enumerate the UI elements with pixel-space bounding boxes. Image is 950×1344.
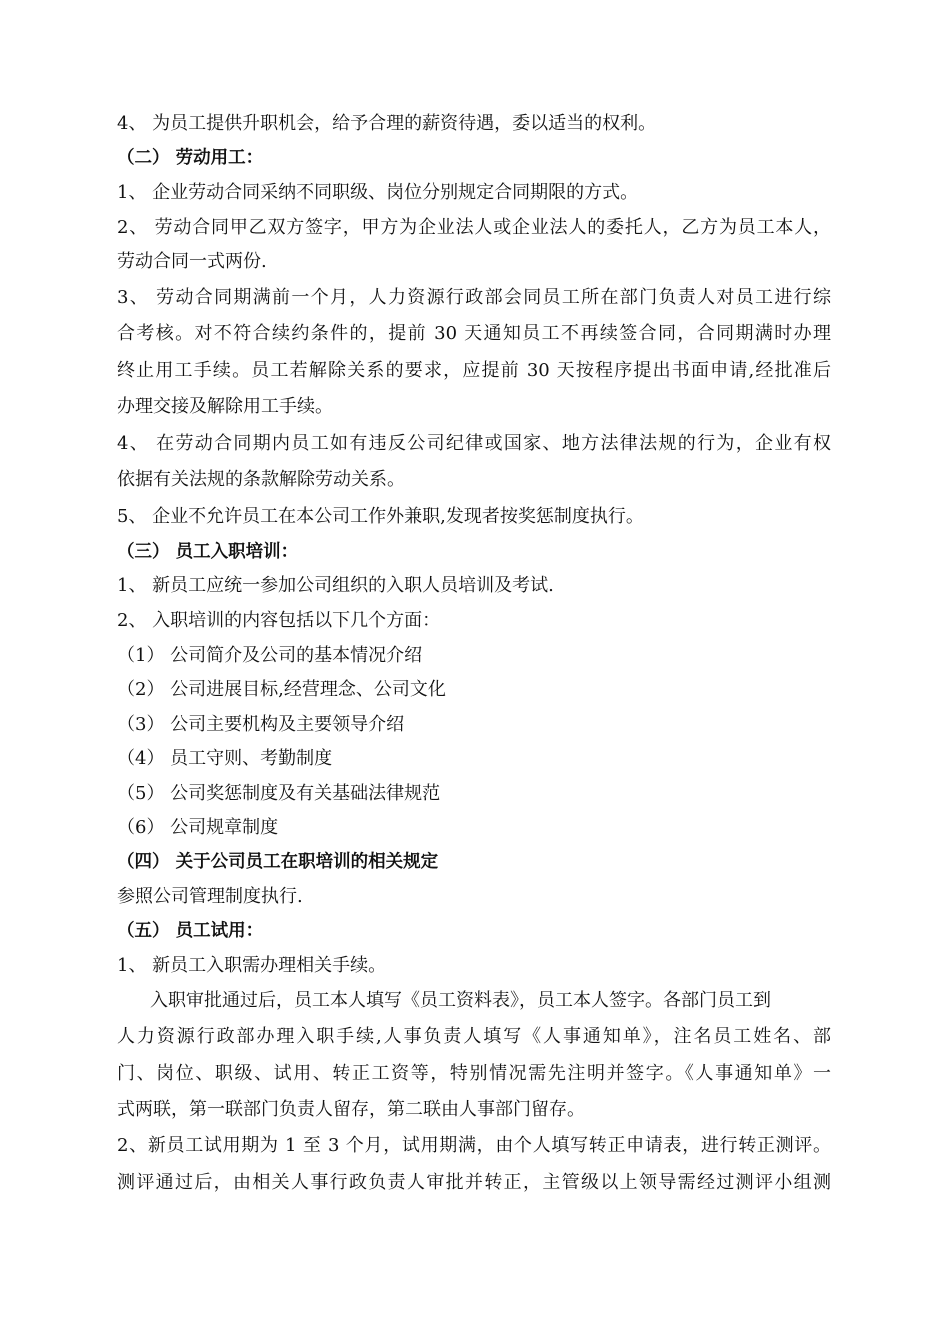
paragraph-line: 4、 为员工提供升职机会，给予合理的薪资待遇，委以适当的权利。 [117,113,657,134]
section-heading: （三） 员工入职培训： [117,542,299,562]
paragraph-line: 终止用工手续。员工若解除关系的要求，应提前 30 天按程序提出书面申请,经批准后 [117,360,831,381]
paragraph-line: 合考核。对不符合续约条件的，提前 30 天通知员工不再续签合同，合同期满时办理 [117,323,831,344]
section-heading: （二） 劳动用工： [117,148,264,168]
list-item: （1） 公司简介及公司的基本情况介绍 [117,645,423,666]
section-heading: （四） 关于公司员工在职培训的相关规定 [117,852,439,872]
paragraph-line: 1、 新员工入职需办理相关手续。 [117,955,387,976]
list-item: （5） 公司奖惩制度及有关基础法律规范 [117,783,441,804]
paragraph-line: 人力资源行政部办理入职手续,人事负责人填写《人事通知单》，注名员工姓名、部 [117,1026,831,1047]
paragraph-line: 依据有关法规的条款解除劳动关系。 [117,469,405,490]
list-item: （4） 员工守则、考勤制度 [117,748,333,769]
paragraph-line: 参照公司管理制度执行. [117,886,303,907]
paragraph-line: 测评通过后，由相关人事行政负责人审批并转正，主管级以上领导需经过测评小组测 [117,1172,831,1193]
paragraph-line: 门、岗位、职级、试用、转正工资等，特别情况需先注明并签字。《人事通知单》一 [117,1063,831,1084]
paragraph-line: 1、 新员工应统一参加公司组织的入职人员培训及考试. [117,575,554,596]
section-heading: （五） 员工试用： [117,921,264,941]
list-item: （2） 公司进展目标,经营理念、公司文化 [117,679,446,700]
paragraph-line: 2、新员工试用期为 1 至 3 个月，试用期满，由个人填写转正申请表，进行转正测评。 [117,1135,831,1156]
paragraph-line: 劳动合同一式两份. [117,251,267,272]
paragraph-line: 入职审批通过后，员工本人填写《员工资料表》，员工本人签字。各部门员工到 [150,990,771,1011]
paragraph-line: 5、 企业不允许员工在本公司工作外兼职,发现者按奖惩制度执行。 [117,506,644,527]
paragraph-line: 2、 入职培训的内容包括以下几个方面： [117,610,441,631]
paragraph-line: 3、 劳动合同期满前一个月，人力资源行政部会同员工所在部门负责人对员工进行综 [117,287,831,308]
paragraph-line: 2、 劳动合同甲乙双方签字，甲方为企业法人或企业法人的委托人，乙方为员工本人， [117,217,831,238]
paragraph-line: 4、 在劳动合同期内员工如有违反公司纪律或国家、地方法律法规的行为，企业有权 [117,433,831,454]
paragraph-line: 办理交接及解除用工手续。 [117,396,333,417]
list-item: （6） 公司规章制度 [117,817,279,838]
list-item: （3） 公司主要机构及主要领导介绍 [117,714,405,735]
paragraph-line: 式两联，第一联部门负责人留存，第二联由人事部门留存。 [117,1099,585,1120]
paragraph-line: 1、 企业劳动合同采纳不同职级、岗位分别规定合同期限的方式。 [117,182,639,203]
